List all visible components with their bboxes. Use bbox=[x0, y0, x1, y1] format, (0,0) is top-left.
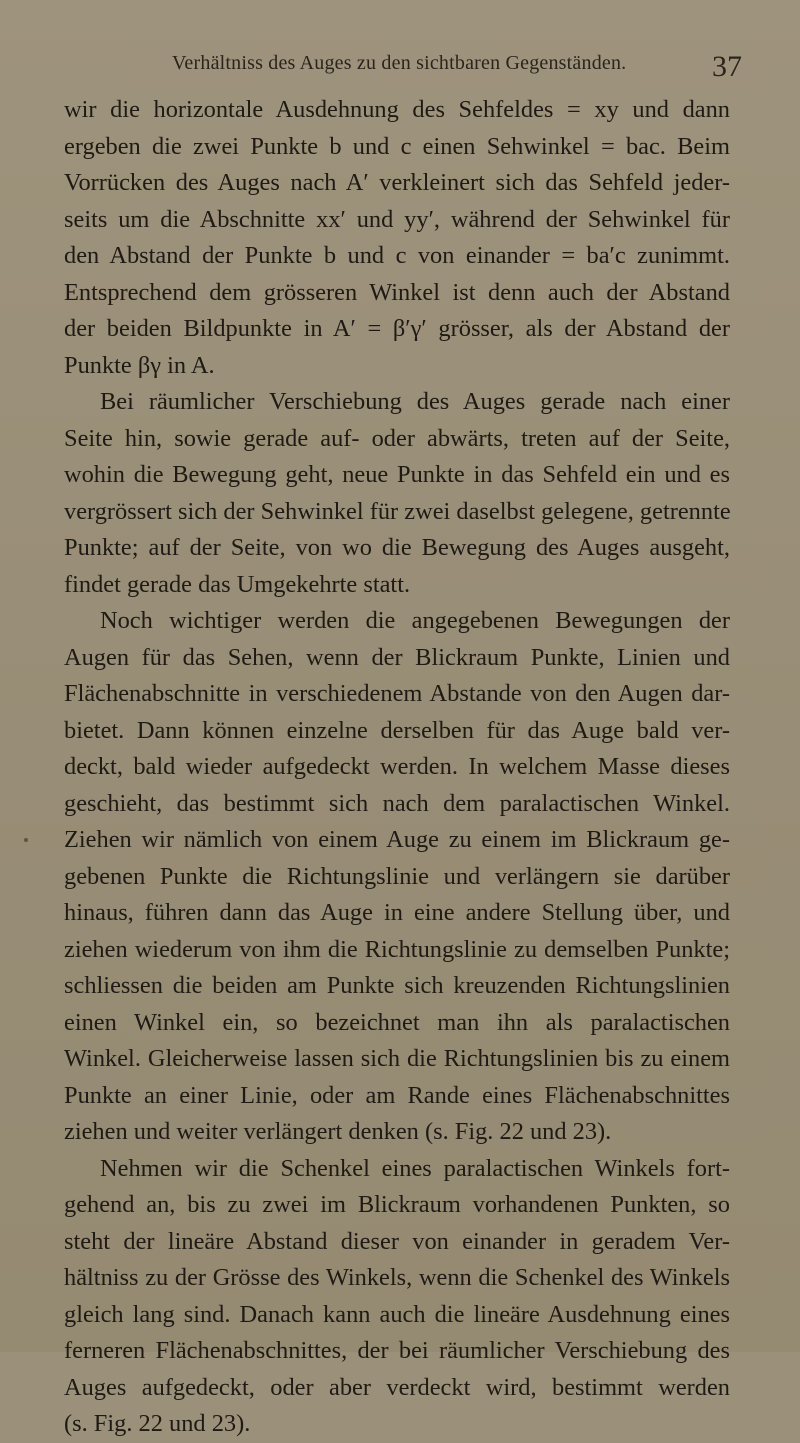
text-line: vergrössert sich der Sehwinkel für zwei daselbst gelegene, getrennte bbox=[64, 497, 731, 525]
text-line: findet gerade das Umgekehrte statt. bbox=[64, 570, 411, 598]
margin-mark bbox=[24, 838, 28, 842]
text-line: Seite hin, sowie gerade auf- oder abwärts, treten auf der Seite, bbox=[64, 424, 730, 452]
running-header: Verhältniss des Auges zu den sichtbaren Gegenständen. bbox=[172, 52, 627, 74]
paragraph-3 bbox=[64, 603, 730, 1151]
text-line: (s. Fig. 22 und 23). bbox=[64, 1410, 251, 1437]
text-line: Nehmen wir die Schenkel eines paralactischen Winkels fort- bbox=[100, 1154, 730, 1182]
text-line: schliessen die beiden am Punkte sich kreuzenden Richtungslinien bbox=[64, 972, 730, 999]
text-line: Augen für das Sehen, wenn der Blickraum Punkte, Linien und bbox=[64, 643, 730, 671]
page-number: 37 bbox=[712, 50, 742, 83]
text-line: Bei räumlicher Verschiebung des Auges gerade nach einer bbox=[100, 388, 730, 415]
text-line: Punkte an einer Linie, oder am Rande eines Flächenabschnittes bbox=[64, 1081, 730, 1109]
text-line: gebenen Punkte die Richtungslinie und verlängern sie darüber bbox=[64, 862, 730, 890]
text-line: Ziehen wir nämlich von einem Auge zu einem im Blickraum ge- bbox=[64, 826, 730, 853]
paragraph-4 bbox=[64, 1151, 730, 1443]
text-line: Auges aufgedeckt, oder aber verdeckt wird, bestimmt werden bbox=[64, 1373, 730, 1401]
text-line: Noch wichtiger werden die angegebenen Bewegungen der bbox=[100, 607, 730, 634]
text-line: ergeben die zwei Punkte b und c einen Sehwinkel = bac. Beim bbox=[64, 132, 730, 160]
body-text bbox=[64, 92, 730, 1443]
text-line: geschieht, das bestimmt sich nach dem paralactischen Winkel. bbox=[64, 789, 730, 817]
text-line: Winkel. Gleicherweise lassen sich die Richtungslinien bis zu einem bbox=[64, 1045, 730, 1072]
text-line: den Abstand der Punkte b und c von einander = ba′c zunimmt. bbox=[64, 242, 730, 269]
paragraph-1 bbox=[64, 92, 730, 384]
text-line: ferneren Flächenabschnittes, der bei räumlicher Verschiebung des bbox=[64, 1337, 730, 1364]
text-line: Flächenabschnitte in verschiedenem Abstande von den Augen dar- bbox=[64, 680, 730, 707]
text-line: hältniss zu der Grösse des Winkels, wenn die Schenkel des Winkels bbox=[64, 1264, 730, 1291]
text-line: Vorrücken des Auges nach A′ verkleinert sich das Sehfeld jeder- bbox=[64, 169, 730, 196]
paragraph-2 bbox=[64, 384, 730, 603]
text-line: einen Winkel ein, so bezeichnet man ihn als paralactischen bbox=[64, 1008, 730, 1036]
text-line: gehend an, bis zu zwei im Blickraum vorhandenen Punkten, so bbox=[64, 1191, 730, 1218]
text-line: wohin die Bewegung geht, neue Punkte in das Sehfeld ein und es bbox=[64, 461, 730, 488]
text-line: Punkte βγ in A. bbox=[64, 351, 215, 379]
text-line: Entsprechend dem grösseren Winkel ist denn auch der Abstand bbox=[64, 278, 730, 306]
text-line: seits um die Abschnitte xx′ und yy′, während der Sehwinkel für bbox=[64, 205, 730, 233]
text-line: der beiden Bildpunkte in A′ = β′γ′ grösser, als der Abstand der bbox=[64, 315, 730, 342]
text-line: ziehen und weiter verlängert denken (s. Fig. 22 und 23). bbox=[64, 1118, 612, 1145]
text-line: bietet. Dann können einzelne derselben für das Auge bald ver- bbox=[64, 716, 730, 744]
text-line: steht der lineäre Abstand dieser von einander in geradem Ver- bbox=[64, 1227, 730, 1255]
text-line: gleich lang sind. Danach kann auch die lineäre Ausdehnung eines bbox=[64, 1300, 730, 1328]
text-line: hinaus, führen dann das Auge in eine andere Stellung über, und bbox=[64, 899, 730, 926]
text-line: wir die horizontale Ausdehnung des Sehfeldes = xy und dann bbox=[64, 96, 730, 123]
text-line: Punkte; auf der Seite, von wo die Bewegung des Auges ausgeht, bbox=[64, 534, 730, 561]
text-line: deckt, bald wieder aufgedeckt werden. In welchem Masse dieses bbox=[64, 753, 730, 780]
text-line: ziehen wiederum von ihm die Richtungslinie zu demselben Punkte; bbox=[64, 935, 730, 963]
